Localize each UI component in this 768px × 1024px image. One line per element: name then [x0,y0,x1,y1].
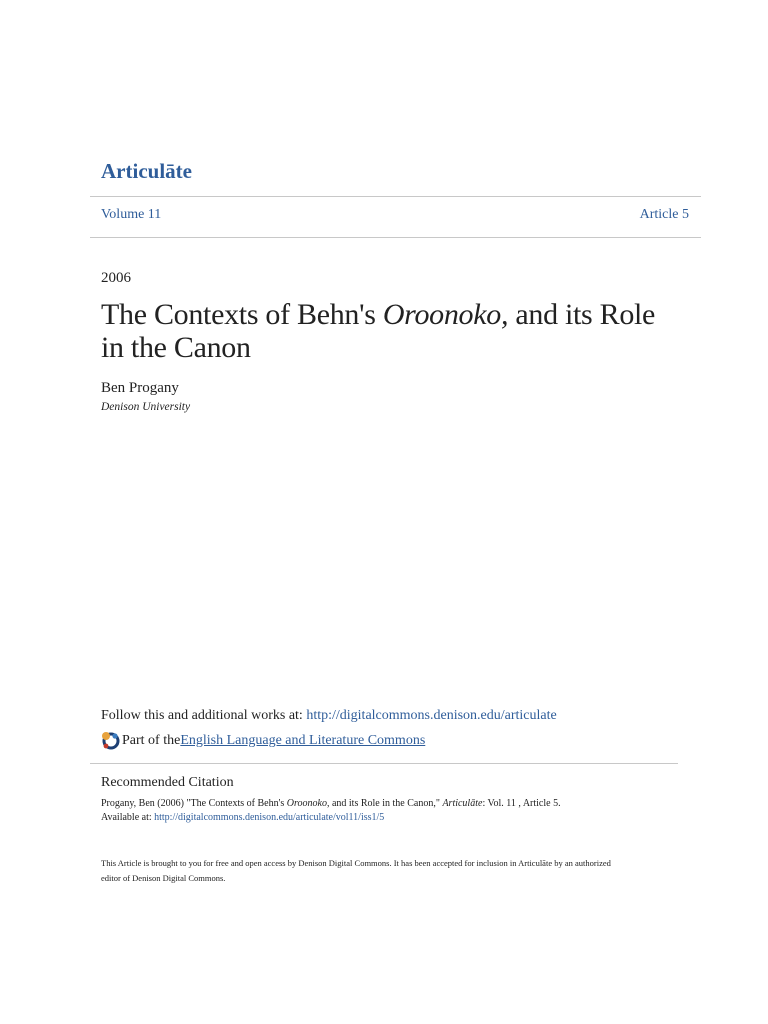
citation-line-2 [101,811,681,825]
citation-part-1: Progany, Ben (2006) "The Contexts of Behn's [101,798,287,809]
citation-italic-2: Articulāte [442,798,483,809]
digital-commons-network-icon [101,731,120,750]
article-number-link[interactable]: Article 5 [639,207,689,222]
citation-italic-1: Oroonoko [286,798,327,809]
notice-line-2: editor of Denison Digital Commons. [101,873,226,883]
follow-link[interactable]: http://digitalcommons.denison.edu/articulate [306,708,557,723]
commons-link[interactable]: English Language and Literature Commons [180,732,426,748]
citation-part-3: : Vol. 11 , Article 5. [482,798,561,809]
article-title [101,298,661,364]
part-of-line [101,731,425,750]
citation-part-2: , and its Role in the Canon," [326,798,443,809]
header-bottom-rule [90,237,701,238]
author-name: Ben Progany [101,380,179,396]
access-notice [101,856,671,886]
citation-text [101,797,681,825]
volume-link[interactable]: Volume 11 [101,207,162,222]
available-link[interactable]: http://digitalcommons.denison.edu/articulate/vol11/iss1/5 [154,812,385,823]
part-of-label: Part of the [122,732,181,748]
author-affiliation: Denison University [101,401,191,413]
volume-article-row [101,207,689,223]
header-top-rule [90,196,701,197]
citation-line-1 [101,797,681,811]
follow-line [101,708,557,724]
follow-label: Follow this and additional works at: [101,708,307,723]
citation-heading: Recommended Citation [101,775,234,790]
publication-year: 2006 [101,270,131,286]
title-italic: Oroonoko, [382,298,509,331]
title-part-2: and its Role in the Canon [101,298,656,364]
available-label: Available at: [101,812,155,823]
notice-line-1: This Article is brought to you for free and open access by Denison Digital Commons. It has been accepted for inclusion in Articulāte by an authorized [101,858,611,868]
citation-rule [90,763,678,764]
title-part-1: The Contexts of Behn's [101,298,383,331]
journal-title[interactable]: Articulāte [101,159,192,183]
